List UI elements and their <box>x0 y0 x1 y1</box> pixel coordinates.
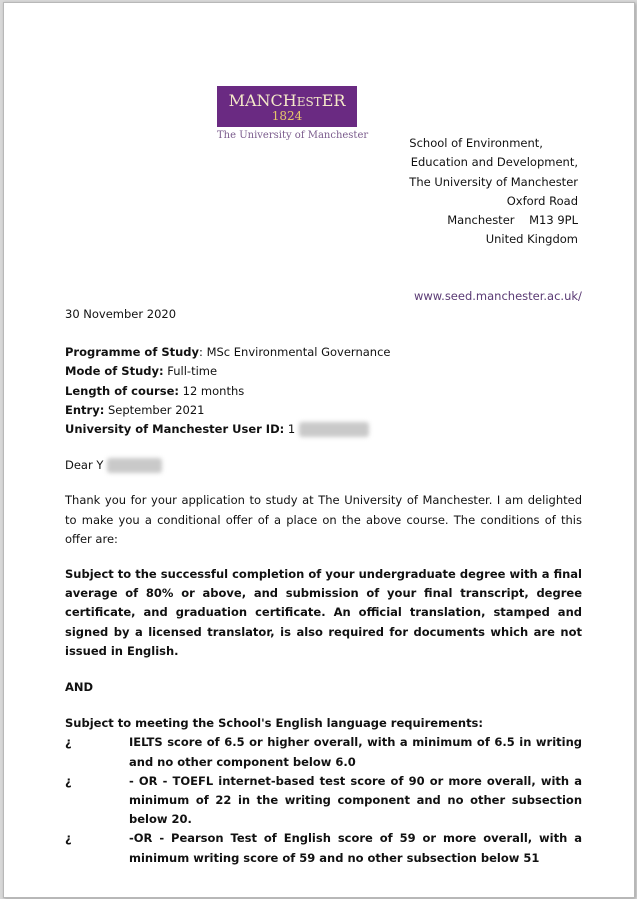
list-item-text: -OR - Pearson Test of English score of 59 or more overall, with a minimum writing score of 59 and no other subsection below 51 <box>129 831 582 865</box>
programme-label: Programme of Study <box>65 345 200 360</box>
salutation: Dear Y <box>65 458 104 473</box>
address-line: United Kingdom <box>485 232 578 247</box>
userid-line <box>65 420 582 439</box>
list-item-text: - OR - TOEFL internet-based test score of 90 or more overall, with a minimum of 22 in the writing component and no other subsection below 20. <box>129 773 582 827</box>
mode-line <box>65 362 582 381</box>
entry-value: September 2021 <box>104 402 205 417</box>
list-item <box>65 733 582 771</box>
userid-value: 1 <box>284 422 296 437</box>
length-value: 12 months <box>178 383 245 398</box>
redacted-block <box>107 458 162 473</box>
logo-subtitle: The University of Manchester <box>217 130 369 141</box>
bullet-mark: ¿ <box>65 831 72 846</box>
english-requirements-list <box>65 733 582 867</box>
length-label: Length of course: <box>65 383 179 398</box>
list-item <box>65 829 582 867</box>
programme-line <box>65 343 582 362</box>
letter-date: 30 November 2020 <box>65 307 177 321</box>
mode-value: Full-time <box>163 364 218 379</box>
sender-address <box>409 134 578 250</box>
entry-line <box>65 401 582 420</box>
salutation-line <box>65 456 582 475</box>
letter-body <box>65 305 582 868</box>
logo-wordmark: MANCHESTER <box>228 91 346 110</box>
bullet-mark: ¿ <box>65 735 72 750</box>
website-link[interactable]: www.seed.manchester.ac.uk/ <box>414 289 582 303</box>
programme-value: : MSc Environmental Governance <box>199 345 391 360</box>
letter-page <box>3 2 635 898</box>
condition-degree: Subject to the successful completion of your undergraduate degree with a final average of 80% or above, and submission of your final transcript, degree certificate, and graduation certificate. An official translation, stamped and signed by a licensed translator, is also required for documents which are not issued in English. <box>65 567 582 658</box>
address-line: Manchester M13 9PL <box>447 213 578 228</box>
address-line: Education and Development, <box>410 155 578 170</box>
address-line: School of Environment, <box>409 136 543 150</box>
condition-english-heading: Subject to meeting the School's English language requirements: <box>65 716 484 731</box>
logo-year: 1824 <box>271 109 303 123</box>
entry-label: Entry: <box>65 402 105 417</box>
redacted-block <box>299 422 369 437</box>
list-item <box>65 772 582 830</box>
and-separator: AND <box>65 680 94 695</box>
list-item-text: IELTS score of 6.5 or higher overall, with a minimum of 6.5 in writing and no other component below 6.0 <box>129 735 582 769</box>
length-line <box>65 382 582 401</box>
intro-paragraph: Thank you for your application to study at The University of Manchester. I am delighted to make you a conditional offer of a place on the above course. The conditions of this offer are: <box>65 493 582 546</box>
mode-label: Mode of Study: <box>65 364 164 379</box>
university-logo <box>217 86 357 127</box>
address-line: Oxford Road <box>506 193 578 208</box>
userid-label: University of Manchester User ID: <box>65 422 285 437</box>
address-line: The University of Manchester <box>409 174 578 189</box>
bullet-mark: ¿ <box>65 773 72 788</box>
